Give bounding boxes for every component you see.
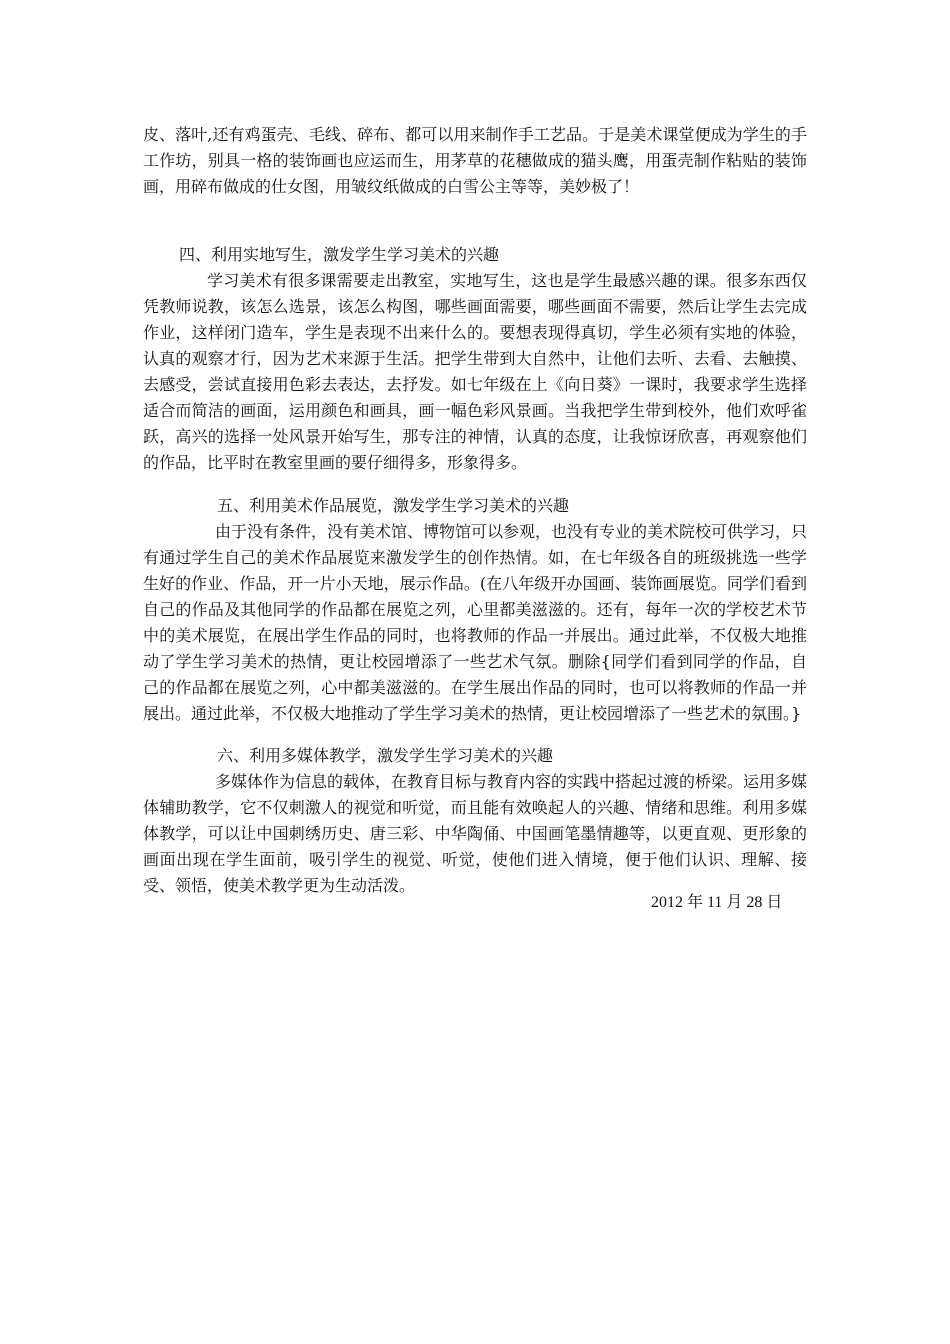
section-4-body: 学习美术有很多课需要走出教室，实地写生，这也是学生最感兴趣的课。很多东西仅凭教师说教，该怎么选景，该怎么构图，哪些画面需要，哪些画面不需要，然后让学生去完成作业，这样闭门造车，学生是表现不出来什么的。要想表现得真切，学生必须有实地的体验，认真的观察才行，因为艺术来源于生活。把学生带到大自然中，让他们去听、去看、去触摸、去感受，尝试直接用色彩去表达，去抒发。如七年级在上《向日葵》一课时，我要求学生选择适合而简洁的画面，运用颜色和画具，画一幅色彩风景画。当我把学生带到校外，他们欢呼雀跃，高兴的选择一处风景开始写生，那专注的神情，认真的态度，让我惊讶欣喜，再观察他们的作品，比平时在教室里画的要仔细得多，形象得多。 <box>143 271 807 472</box>
document-date: 2012 年 11 月 28 日 <box>651 894 783 911</box>
section-6-heading: 六、利用多媒体教学，激发学生学习美术的兴趣 <box>217 746 554 765</box>
intro-paragraph: 皮、落叶,还有鸡蛋壳、毛线、碎布、都可以用来制作手工艺品。于是美术课堂便成为学生的手工作坊，别具一格的装饰画也应运而生，用茅草的花穗做成的猫头鹰，用蛋壳制作粘贴的装饰画，用碎布做成的仕女图，用皱纹纸做成的白雪公主等等，美妙极了！ <box>143 125 807 196</box>
section-5-body: 由于没有条件，没有美术馆、博物馆可以参观，也没有专业的美术院校可供学习，只有通过学生自己的美术作品展览来激发学生的创作热情。如，在七年级各自的班级挑选一些学生好的作业、作品，开一片小天地，展示作品。(在八年级开办国画、装饰画展览。同学们看到自己的作品及其他同学的作品都在展览之列，心里都美滋滋的。还有，每年一次的学校艺术节中的美术展览，在展出学生作品的同时，也将教师的作品一并展出。通过此举，不仅极大地推动了学生学习美术的热情，更让校园增添了一些艺术气氛。删除{同学们看到同学的作品，自己的作品都在展览之列，心中都美滋滋的。在学生展出作品的同时，也可以将教师的作品一并展出。通过此举，不仅极大地推动了学生学习美术的热情，更让校园增添了一些艺术的氛围。} <box>143 522 808 723</box>
section-5-heading: 五、利用美术作品展览，激发学生学习美术的兴趣 <box>217 496 570 515</box>
section-4-heading: 四、利用实地写生，激发学生学习美术的兴趣 <box>179 245 500 264</box>
section-6-body: 多媒体作为信息的载体，在教育目标与教育内容的实践中搭起过渡的桥梁。运用多媒体辅助教学，它不仅刺激人的视觉和听觉，而且能有效唤起人的兴趣、情绪和思维。利用多媒体教学，可以让中国刺绣历史、唐三彩、中华陶俑、中国画笔墨情趣等，以更直观、更形象的画面出现在学生面前，吸引学生的视觉、听觉，使他们进入情境，便于他们认识、理解、接受、领悟，使美术教学更为生动活泼。 <box>143 772 808 895</box>
